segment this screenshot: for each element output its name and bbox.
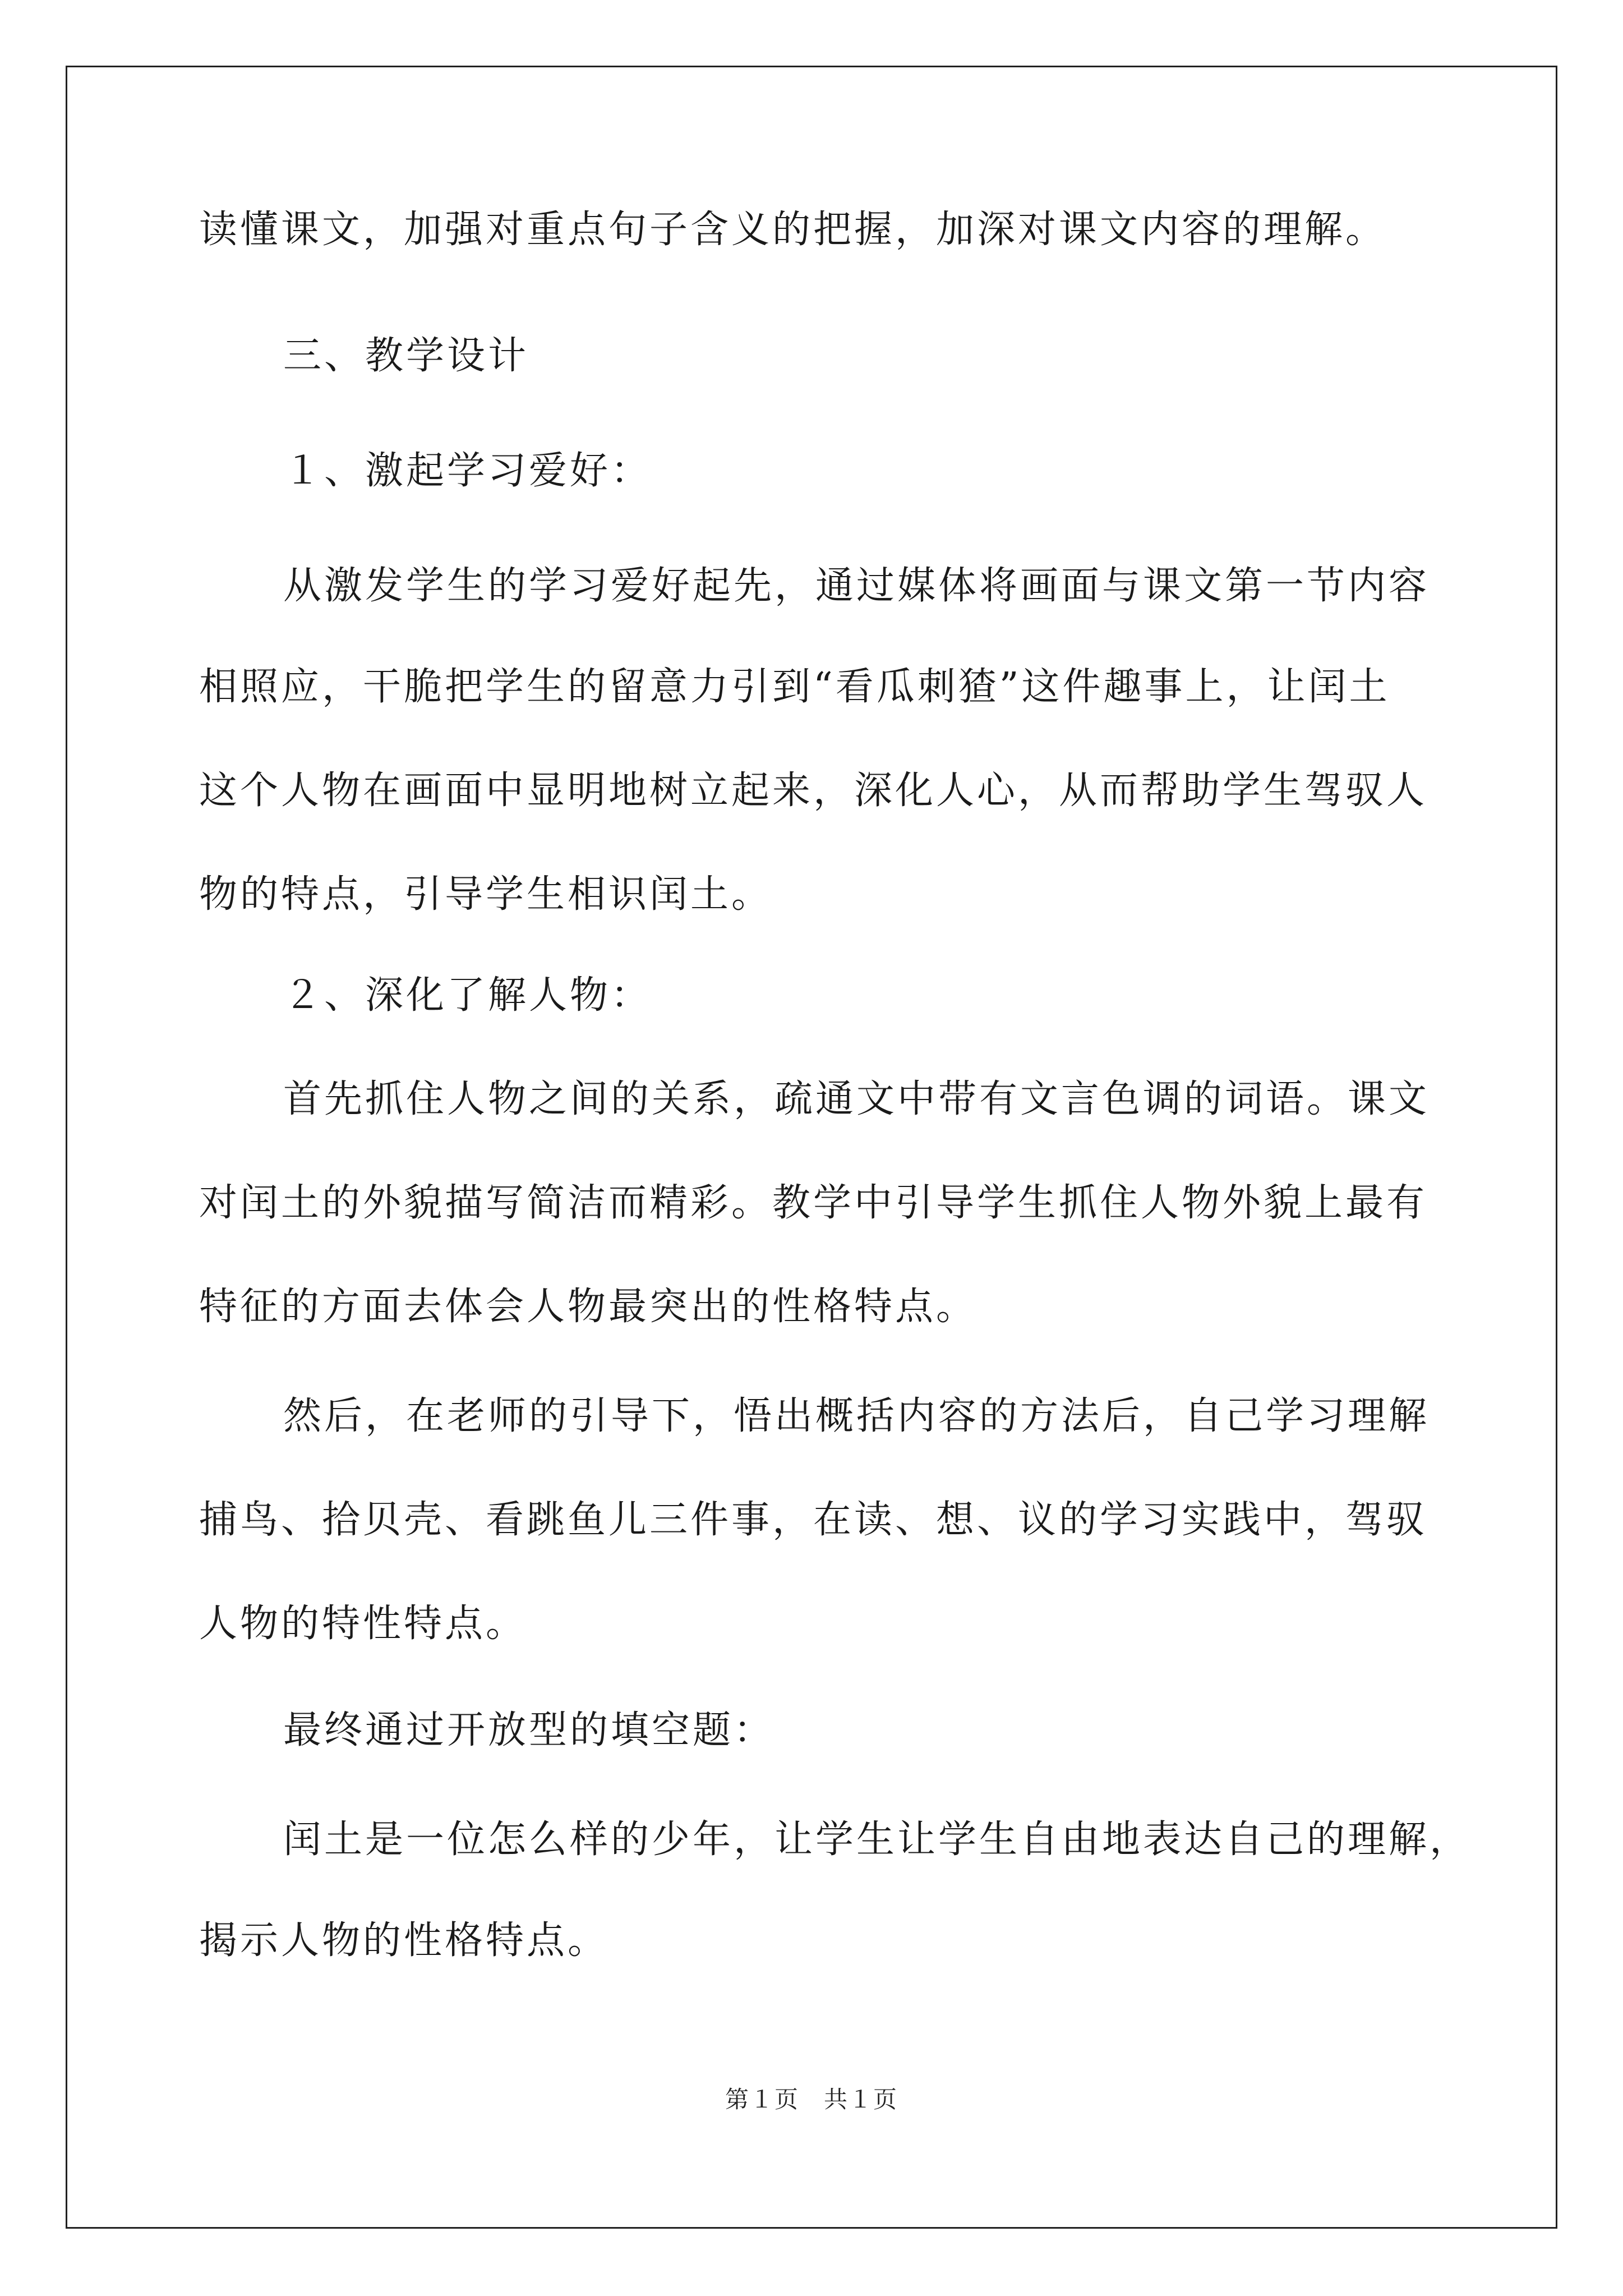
subsection-heading: ２、深化了解人物： [283, 973, 652, 1018]
text-line: 然后，在老师的引导下，悟出概括内容的方法后，自己学习理解 [283, 1394, 1430, 1438]
text-line: 读懂课文，加强对重点句子含义的把握，加深对课文内容的理解。 [199, 208, 1387, 252]
text-line: 从激发学生的学习爱好起先，通过媒体将画面与课文第一节内容 [283, 564, 1430, 608]
text-line: 揭示人物的性格特点。 [199, 1918, 609, 1963]
text-line: 相照应，干脆把学生的留意力引到“看瓜刺猹”这件趣事上，让闰土 [199, 665, 1390, 709]
page-border [66, 66, 1557, 2229]
subsection-heading: １、激起学习爱好： [283, 449, 652, 493]
text-line: 特征的方面去体会人物最突出的性格特点。 [199, 1285, 978, 1329]
text-line: 人物的特性特点。 [199, 1602, 527, 1646]
section-heading: 三、教学设计 [283, 334, 529, 378]
page-number: 第１页 共１页 [725, 2086, 898, 2113]
text-line: 捕鸟、拾贝壳、看跳鱼儿三件事，在读、想、议的学习实践中，驾驭 [199, 1498, 1428, 1542]
text-line: 物的特点，引导学生相识闰土。 [199, 872, 773, 917]
text-line: 最终通过开放型的填空题： [283, 1708, 775, 1752]
text-line: 首先抓住人物之间的关系，疏通文中带有文言色调的词语。课文 [283, 1077, 1430, 1121]
text-line: 闰土是一位怎么样的少年，让学生让学生自由地表达自己的理解， [283, 1818, 1471, 1862]
text-line: 对闰土的外貌描写简洁而精彩。教学中引导学生抓住人物外貌上最有 [199, 1181, 1428, 1225]
text-line: 这个人物在画面中显明地树立起来，深化人心，从而帮助学生驾驭人 [199, 769, 1428, 813]
